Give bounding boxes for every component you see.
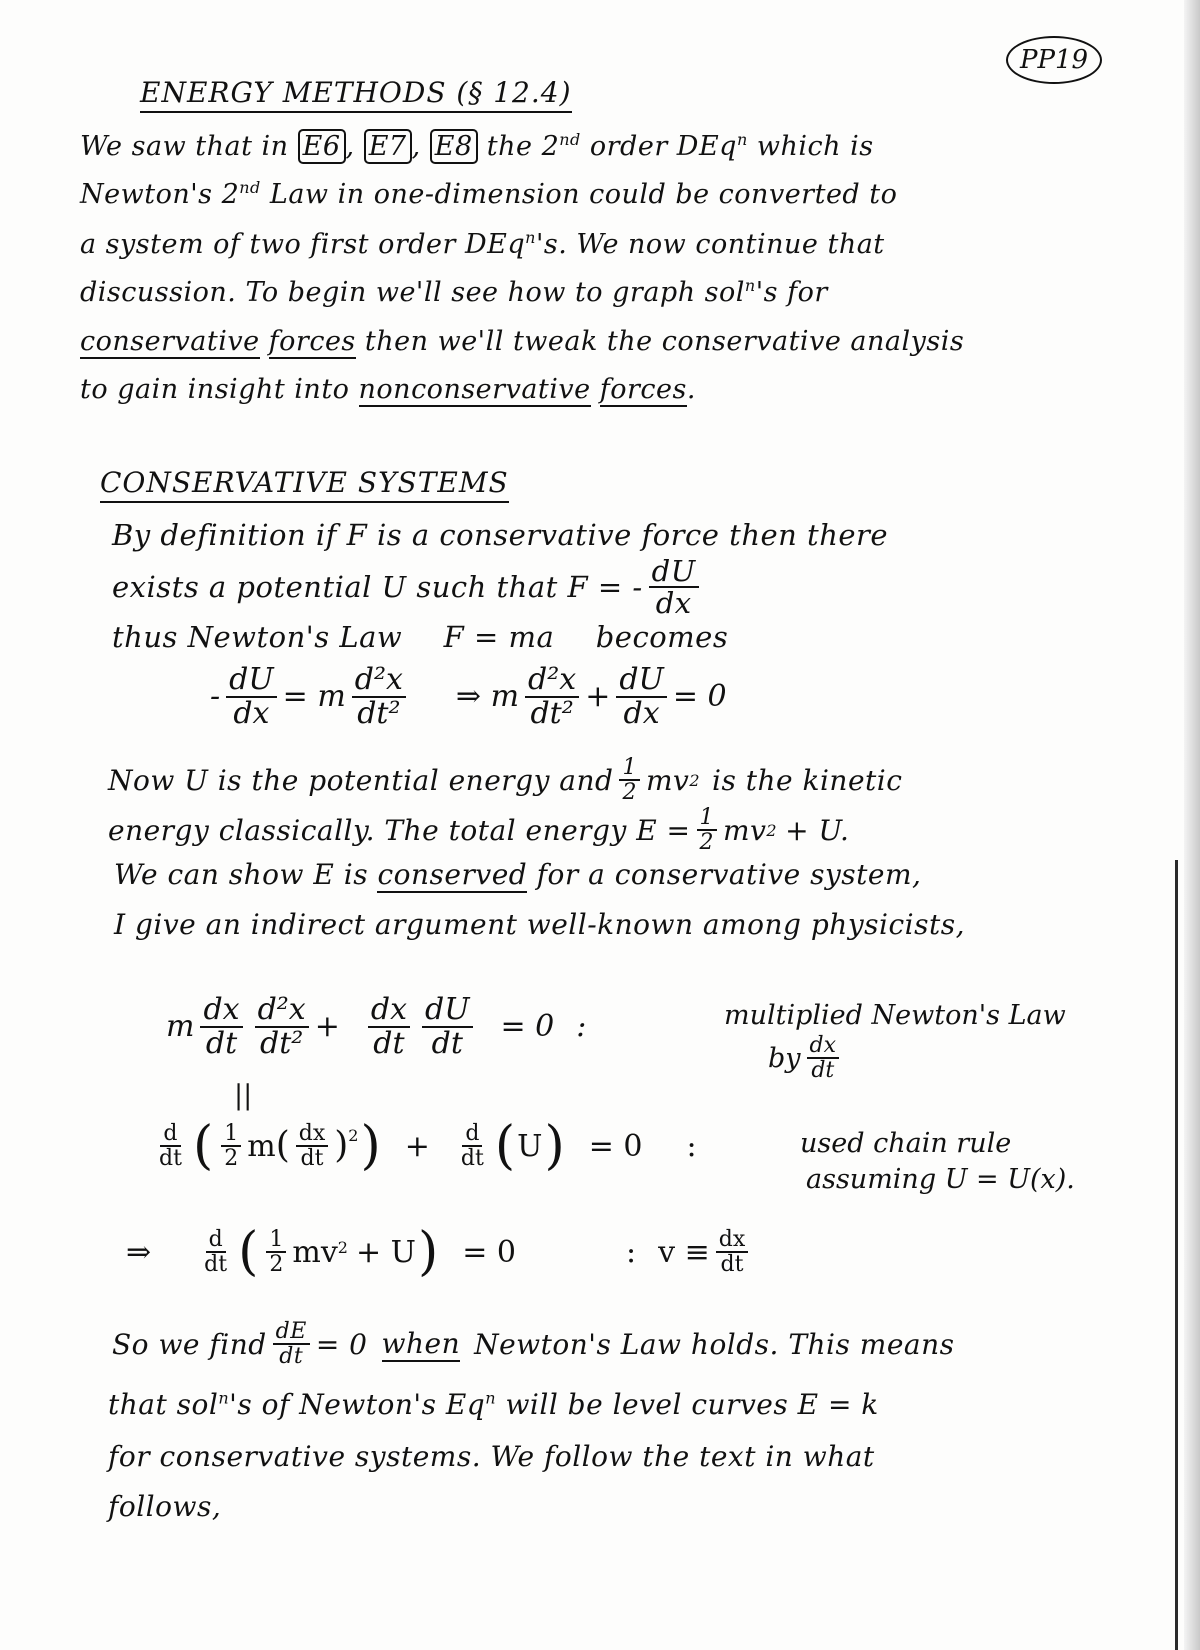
denominator: dt xyxy=(159,1146,182,1171)
intro-line-2 xyxy=(80,178,897,210)
intro-text: to gain insight into xyxy=(80,374,350,405)
superscript: nd xyxy=(559,130,581,149)
page-title xyxy=(140,76,572,109)
energy-line-1 xyxy=(108,756,902,804)
fraction-dx-dt xyxy=(807,1034,840,1082)
numerator: d²x xyxy=(352,664,406,698)
numerator: d xyxy=(160,1122,180,1147)
underlined-term: when xyxy=(381,1326,461,1360)
eq-symbol: = 0 xyxy=(500,1009,555,1044)
page-id-text: PP19 xyxy=(1019,45,1089,75)
intro-text: order DEq xyxy=(589,131,737,162)
equation-newton-potential xyxy=(210,664,727,729)
note-text: assuming U = U(x). xyxy=(806,1164,1075,1195)
fraction-dx-dt xyxy=(368,994,410,1059)
denominator: dx xyxy=(623,695,660,731)
eq-symbol: + xyxy=(404,1128,430,1164)
energy-text: We can show E is xyxy=(114,858,369,891)
cons-line-2 xyxy=(112,556,705,619)
denominator: dt xyxy=(431,1025,463,1061)
energy-text: I give an indirect argument well-known among physicists, xyxy=(114,908,966,941)
cons-line-3 xyxy=(112,620,728,654)
fraction-d-dt xyxy=(458,1122,487,1170)
ref-box-e6: E6 xyxy=(298,129,346,164)
numerator: 1 xyxy=(697,806,718,831)
underlined-term: forces xyxy=(268,326,356,357)
eq-symbol: + xyxy=(585,679,611,714)
numerator: 1 xyxy=(619,756,640,781)
underlined-term: conserved xyxy=(377,858,528,891)
numerator: d xyxy=(462,1122,482,1147)
fraction-dx-dt xyxy=(716,1228,749,1276)
numerator: dx xyxy=(200,994,242,1028)
energy-text: for a conservative system, xyxy=(536,858,922,891)
fraction-half xyxy=(697,806,718,854)
fraction-dx-dt xyxy=(200,994,242,1059)
closing-text: = 0 xyxy=(315,1327,368,1361)
equation-chain-rule: $\frac{d}{dt}$ ( $\frac{1}{2}$ m ( $\frac{dx}{dt}$ ) $^2$ ) + $\frac{d}{dt}$ ( U ) = 0 : xyxy=(150,1120,697,1172)
ref-box-e8: E8 xyxy=(430,129,478,164)
underlined-term: forces xyxy=(599,374,687,405)
energy-text: mv xyxy=(723,813,767,847)
numerator: 1 xyxy=(221,1122,241,1147)
intro-text: Law in one-dimension could be converted to xyxy=(269,179,898,210)
fraction-dU-dt xyxy=(422,994,473,1059)
denominator: dx xyxy=(655,586,692,621)
superscript: n xyxy=(736,130,748,149)
superscript: n xyxy=(485,1388,497,1408)
ref-box-e7: E7 xyxy=(364,129,412,164)
section-title-text: CONSERVATIVE SYSTEMS xyxy=(100,466,509,503)
intro-text: then we'll tweak the conservative analysis xyxy=(364,326,965,357)
intro-text: We saw that in xyxy=(80,131,289,162)
energy-line-2 xyxy=(108,806,849,854)
denominator: dt xyxy=(811,1058,835,1084)
note-text: by xyxy=(768,1042,801,1074)
intro-line-1: We saw that in E6 , E7 , E8 the 2nd order DEq$^n$ which is xyxy=(80,130,874,162)
eq-symbol: = m xyxy=(282,679,346,714)
eq-symbol: m xyxy=(247,1128,276,1164)
numerator: dx xyxy=(807,1034,840,1059)
page-edge-shadow xyxy=(1184,0,1200,1650)
denominator: dt xyxy=(279,1344,304,1370)
eq-symbol: mv xyxy=(292,1234,338,1270)
cons-text: F = ma xyxy=(443,620,555,654)
closing-line-4 xyxy=(108,1490,221,1523)
denominator: dt xyxy=(373,1025,405,1061)
page-title-text: ENERGY METHODS (§ 12.4) xyxy=(140,76,572,113)
eq-symbol: : xyxy=(686,1128,697,1164)
underlined-term: conservative xyxy=(80,326,260,357)
numerator: dx xyxy=(296,1122,329,1147)
superscript: 2 xyxy=(689,770,701,790)
numerator: dx xyxy=(368,994,410,1028)
intro-text: Newton's 2 xyxy=(80,179,240,210)
fraction-half xyxy=(619,756,640,804)
intro-line-4 xyxy=(80,276,828,308)
equals-bars xyxy=(234,1080,252,1111)
superscript: 2 xyxy=(766,820,778,840)
fraction-d2x-dt2 xyxy=(525,664,579,729)
denominator: dt² xyxy=(357,695,401,731)
note-multiplied xyxy=(724,1000,1066,1031)
energy-line-4 xyxy=(114,908,965,941)
closing-line-3 xyxy=(108,1440,875,1473)
cons-text: thus Newton's Law xyxy=(112,620,403,654)
numerator: d²x xyxy=(255,994,309,1028)
closing-text: Newton's Law holds. This means xyxy=(474,1327,955,1361)
fraction-half xyxy=(221,1122,241,1170)
denominator: 2 xyxy=(269,1252,284,1277)
denominator: 2 xyxy=(224,1146,239,1171)
fraction-dx-dt xyxy=(296,1122,329,1170)
numerator: d xyxy=(206,1228,226,1253)
denominator: dt² xyxy=(530,695,574,731)
eq-symbol: + U xyxy=(355,1234,416,1270)
superscript: n xyxy=(218,1388,230,1408)
superscript: n xyxy=(525,228,536,247)
eq-symbol: + xyxy=(314,1009,340,1044)
fraction-d-dt xyxy=(201,1228,230,1276)
eq-symbol: : xyxy=(576,1009,587,1044)
note-text: multiplied Newton's Law xyxy=(724,1000,1066,1031)
eq-symbol: m xyxy=(166,1009,195,1044)
numerator: dx xyxy=(716,1228,749,1253)
energy-text: Now U is the potential energy and xyxy=(108,763,614,797)
closing-text: So we find xyxy=(112,1327,267,1361)
closing-text: 's of Newton's Eq xyxy=(229,1388,486,1421)
note-text: used chain rule xyxy=(800,1128,1012,1159)
fraction-d2x-dt2 xyxy=(352,664,406,729)
eq-symbol: U xyxy=(517,1128,543,1164)
superscript: 2 xyxy=(348,1126,359,1145)
denominator: dt xyxy=(204,1252,228,1277)
underlined-term: nonconservative xyxy=(358,374,591,405)
section-title xyxy=(100,466,509,499)
eq-symbol: = 0 xyxy=(588,1128,643,1164)
superscript: nd xyxy=(239,178,261,197)
equation-energy-conserved: ⇒ $\frac{d}{dt}$ ( $\frac{1}{2}$ mv 2 + U ) = 0 : v ≡ $\frac{dx}{dt}$ xyxy=(126,1226,754,1278)
closing-text: for conservative systems. We follow the text in what xyxy=(108,1440,875,1473)
closing-text: will be level curves E = k xyxy=(505,1388,879,1421)
numerator: 1 xyxy=(266,1228,286,1253)
superscript: 2 xyxy=(337,1238,348,1257)
fraction-dU-dx xyxy=(649,556,699,619)
fraction-dU-dx xyxy=(226,664,277,729)
note-assuming xyxy=(806,1164,1075,1195)
energy-text: + U. xyxy=(785,813,850,847)
numerator: d²x xyxy=(525,664,579,698)
eq-symbol: v ≡ xyxy=(658,1234,710,1270)
eq-symbol: : xyxy=(626,1234,637,1270)
closing-line-2 xyxy=(108,1388,879,1421)
fraction-d-dt xyxy=(156,1122,185,1170)
intro-text: which is xyxy=(756,131,874,162)
cons-line-1 xyxy=(112,518,888,552)
intro-text: 's for xyxy=(755,277,828,308)
denominator: dt² xyxy=(260,1025,304,1061)
energy-text: mv xyxy=(645,763,690,797)
note-chain-rule xyxy=(800,1128,1011,1159)
eq-symbol: ⇒ m xyxy=(455,679,520,714)
numerator: dU xyxy=(649,556,699,588)
intro-text: the 2 xyxy=(486,131,560,162)
energy-line-3 xyxy=(114,858,921,891)
denominator: dt xyxy=(720,1252,744,1277)
fraction-d2x-dt2 xyxy=(255,994,309,1059)
eq-symbol: = 0 xyxy=(462,1234,516,1270)
denominator: dt xyxy=(300,1146,324,1171)
intro-line-5 xyxy=(80,326,964,357)
intro-line-6 xyxy=(80,374,696,405)
equation-multiplied xyxy=(166,994,586,1059)
numerator: dE xyxy=(273,1320,310,1345)
note-by-dxdt xyxy=(768,1034,845,1082)
closing-text: that sol xyxy=(108,1388,219,1421)
closing-text: follows, xyxy=(108,1490,222,1523)
intro-text: a system of two first order DEq xyxy=(80,229,526,260)
superscript: n xyxy=(744,276,756,295)
denominator: dt xyxy=(205,1025,238,1061)
numerator: dU xyxy=(616,664,667,698)
numerator: dU xyxy=(422,994,473,1028)
eq-symbol: - xyxy=(210,679,221,714)
fraction-dE-dt xyxy=(273,1320,310,1368)
intro-text: discussion. To begin we'll see how to graph sol xyxy=(80,277,745,308)
page-id-badge xyxy=(1006,36,1102,84)
page-edge-line xyxy=(1175,860,1178,1650)
intro-line-3 xyxy=(80,228,885,260)
denominator: 2 xyxy=(622,780,637,806)
intro-text: . xyxy=(686,374,696,405)
denominator: 2 xyxy=(699,830,715,856)
cons-text: By definition if F is a conservative force then there xyxy=(112,518,889,552)
closing-line-1 xyxy=(112,1320,955,1368)
energy-text: is the kinetic xyxy=(712,763,903,797)
eq-symbol: || xyxy=(234,1080,253,1111)
fraction-half xyxy=(266,1228,286,1276)
denominator: dx xyxy=(233,695,270,731)
cons-text: becomes xyxy=(595,620,729,654)
numerator: dU xyxy=(226,664,277,698)
eq-symbol: ⇒ xyxy=(126,1234,152,1270)
energy-text: energy classically. The total energy E = xyxy=(108,813,691,847)
intro-text: 's. We now continue that xyxy=(535,229,885,260)
denominator: dt xyxy=(460,1146,484,1171)
cons-text: exists a potential U such that F = - xyxy=(112,570,643,605)
fraction-dU-dx xyxy=(616,664,667,729)
eq-symbol: = 0 xyxy=(672,679,727,714)
